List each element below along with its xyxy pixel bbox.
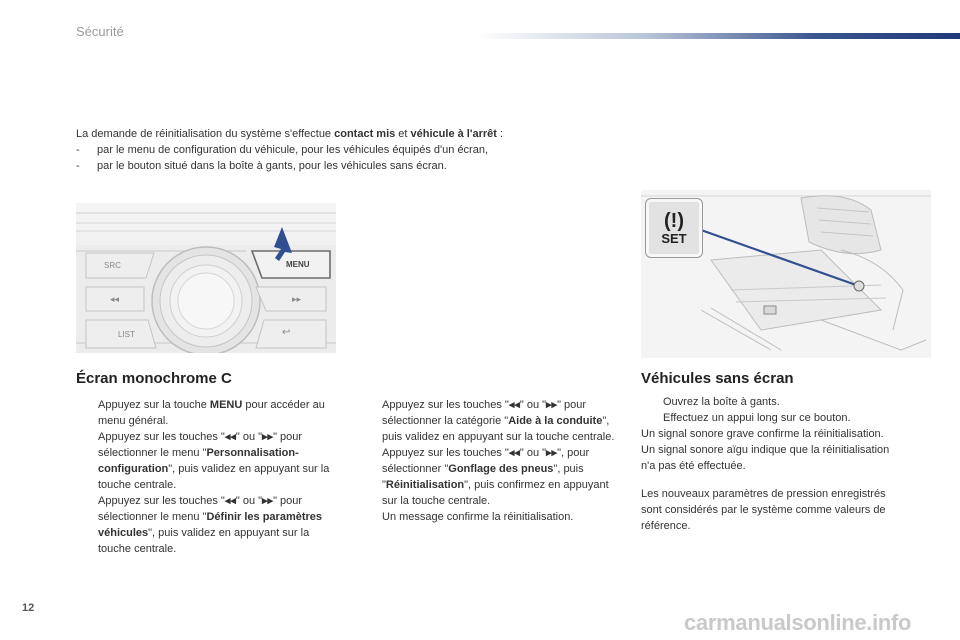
heading-no-screen: Véhicules sans écran (641, 370, 794, 387)
intro-lead: La demande de réinitialisation du système s'effectue contact mis et véhicule à l'arrêt : (76, 128, 504, 140)
console-list-label: LIST (118, 330, 135, 339)
reference-values-note: Les nouveaux paramètres de pression enregistrés sont considérés par le système comme valeurs de référence. (641, 488, 886, 532)
step-item: Appuyez sur les touches "◂◂" ou "▸▸" pour sélectionner la catégorie "Aide à la conduite", puis validez en appuyant sur la touche centrale. (360, 397, 622, 445)
header-bar (478, 33, 960, 39)
forward-icon: ▸▸ (546, 399, 558, 411)
step-item: Appuyez sur les touches "◂◂" ou "▸▸", pour sélectionner "Gonflage des pneus", puis "Réinitialisation", puis confirmez en appuyant sur la touche centrale. Un message confirme la réinitialisation. (360, 445, 622, 525)
bullet-icon (76, 429, 98, 493)
tire-pressure-warning-icon: (!) (664, 210, 684, 232)
high-signal-note: Un signal sonore aïgu indique que la réinitialisation n'a pas été effectuée. (641, 444, 890, 472)
forward-icon: ▸▸ (546, 447, 558, 459)
forward-icon: ▸▸ (262, 431, 274, 443)
step-item: Ouvrez la boîte à gants. (641, 394, 891, 410)
step-item: Appuyez sur la touche MENU pour accéder au menu général. (76, 397, 344, 429)
bullet-icon (360, 397, 382, 445)
console-menu-label: MENU (286, 260, 310, 269)
bullet-icon (360, 445, 382, 525)
page-number: 12 (22, 602, 35, 614)
step-item: Appuyez sur les touches "◂◂" ou "▸▸" pour sélectionner le menu "Définir les paramètres véhicules", puis validez en appuyant sur la touche centrale. (76, 493, 344, 557)
console-back-label: ↩ (282, 327, 291, 338)
tpms-reset-button: (!) SET (645, 198, 703, 258)
console-next-label: ▸▸ (292, 294, 302, 304)
bullet-icon (641, 394, 663, 410)
bullet-icon (76, 493, 98, 557)
console-drawing (76, 203, 336, 353)
console-src-label: SRC (104, 261, 121, 270)
intro-emphasis-ignition: contact mis (334, 128, 396, 140)
watermark: carmanualsonline.info (684, 610, 912, 635)
intro-paragraph (76, 126, 616, 174)
intro-item: - par le menu de configuration du véhicule, pour les véhicules équipés d'un écran, (76, 144, 489, 156)
rewind-icon: ◂◂ (508, 399, 520, 411)
console-prev-label: ◂◂ (110, 294, 120, 304)
step-item: Appuyez sur les touches "◂◂" ou "▸▸" pour sélectionner le menu "Personnalisation-configuration", puis validez en appuyant sur la touche centrale. (76, 429, 344, 493)
rewind-icon: ◂◂ (224, 495, 236, 507)
forward-icon: ▸▸ (262, 495, 274, 507)
step-item: Effectuez un appui long sur ce bouton. (641, 410, 891, 426)
intro-emphasis-stopped: véhicule à l'arrêt (410, 128, 497, 140)
noscreen-steps (641, 394, 891, 534)
heading-mono-screen: Écran monochrome C (76, 370, 232, 387)
glovebox-illustration (641, 190, 931, 358)
rewind-icon: ◂◂ (508, 447, 520, 459)
mono-steps-col2 (360, 397, 622, 525)
bullet-icon (641, 410, 663, 426)
section-title: Sécurité (76, 24, 124, 39)
mono-steps-col1 (76, 397, 344, 557)
rewind-icon: ◂◂ (224, 431, 236, 443)
console-illustration (76, 203, 336, 353)
intro-item: - par le bouton situé dans la boîte à gants, pour les véhicules sans écran. (76, 160, 447, 172)
bullet-icon (76, 397, 98, 429)
low-signal-note: Un signal sonore grave confirme la réinitialisation. (641, 428, 884, 440)
